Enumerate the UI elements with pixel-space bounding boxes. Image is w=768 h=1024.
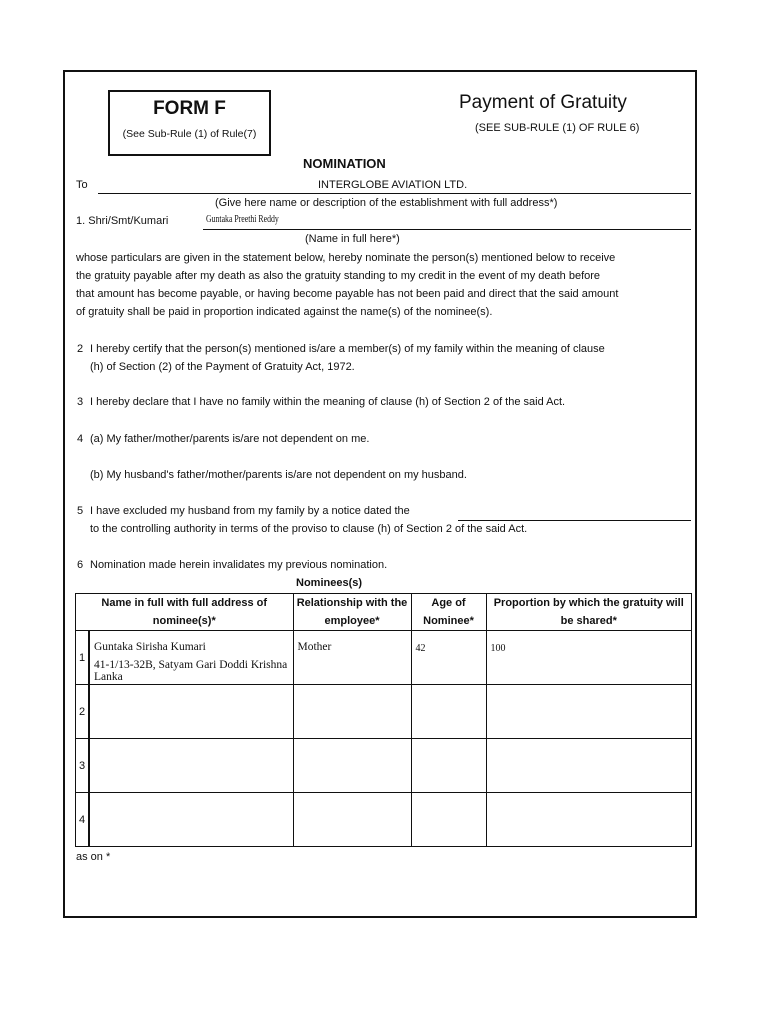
age-cell bbox=[411, 739, 486, 793]
relationship-cell bbox=[293, 685, 411, 739]
clause-3-number: 3 bbox=[77, 396, 84, 408]
nominees-title: Nominees(s) bbox=[296, 577, 363, 589]
row-number: 1 bbox=[76, 631, 90, 685]
clause-2 bbox=[90, 340, 605, 376]
name-label: 1. Shri/Smt/Kumari bbox=[76, 215, 169, 227]
notice-date-line bbox=[458, 520, 691, 521]
age-cell bbox=[411, 685, 486, 739]
statement-line: whose particulars are given in the statement below, hereby nominate the person(s) mentioned below to receive bbox=[76, 252, 616, 264]
clause-4a: (a) My father/mother/parents is/are not dependent on me. bbox=[90, 433, 370, 445]
header-name-address: Name in full with full address of nominee(s)* bbox=[76, 594, 294, 631]
clause-6-number: 6 bbox=[77, 559, 84, 571]
row-number: 4 bbox=[76, 793, 90, 847]
table-row bbox=[76, 793, 692, 847]
clause-3: I hereby declare that I have no family within the meaning of clause (h) of Section 2 of the said Act. bbox=[90, 396, 566, 408]
nominee-age: 42 bbox=[415, 643, 426, 654]
nominee-name-cell bbox=[89, 631, 293, 685]
form-sub-rule: (See Sub-Rule (1) of Rule(7) bbox=[122, 128, 257, 140]
establishment-name: INTERGLOBE AVIATION LTD. bbox=[318, 179, 468, 191]
as-on-label: as on * bbox=[76, 851, 111, 863]
statement-line: of gratuity shall be paid in proportion indicated against the name(s) of the nominee(s). bbox=[76, 306, 493, 318]
clause-4b: (b) My husband's father/mother/parents is/are not dependent on my husband. bbox=[90, 469, 467, 481]
establishment-line bbox=[98, 193, 691, 194]
nominees-table bbox=[75, 593, 692, 847]
proportion-cell bbox=[486, 739, 692, 793]
name-hint: (Name in full here*) bbox=[305, 233, 400, 245]
header-proportion: Proportion by which the gratuity will be shared* bbox=[486, 594, 692, 631]
clause-6: Nomination made herein invalidates my previous nomination. bbox=[90, 559, 388, 571]
table-row bbox=[76, 685, 692, 739]
to-label: To bbox=[76, 179, 88, 191]
form-title: FORM F bbox=[153, 98, 226, 119]
table-header-row bbox=[76, 594, 692, 631]
form-title-box bbox=[108, 90, 271, 156]
nominee-address: 41-1/13-32B, Satyam Gari Doddi Krishna Lanka bbox=[94, 659, 288, 683]
proportion-cell bbox=[486, 631, 692, 685]
establishment-hint: (Give here name or description of the establishment with full address*) bbox=[215, 197, 558, 209]
statement-line: the gratuity payable after my death as also the gratuity standing to my credit in the event of my death before bbox=[76, 270, 601, 282]
header-age: Age of Nominee* bbox=[411, 594, 486, 631]
clause-5-line2: to the controlling authority in terms of the proviso to clause (h) of Section 2 of the said Act. bbox=[90, 523, 528, 535]
nominee-name: Guntaka Sirisha Kumari bbox=[94, 641, 206, 653]
nominee-name-cell bbox=[89, 739, 293, 793]
clause-4-number: 4 bbox=[77, 433, 84, 445]
statement-line: that amount has become payable, or having become payable has not been paid and direct that the said amount bbox=[76, 288, 619, 300]
relationship-cell bbox=[293, 739, 411, 793]
header-relationship: Relationship with the employee* bbox=[293, 594, 411, 631]
clause-5-line1: I have excluded my husband from my family by a notice dated the bbox=[90, 505, 410, 517]
form-page bbox=[63, 70, 697, 918]
clause-2-number: 2 bbox=[77, 343, 84, 355]
nominee-relationship: Mother bbox=[297, 641, 332, 653]
gratuity-sub-rule: (SEE SUB-RULE (1) OF RULE 6) bbox=[475, 122, 640, 134]
table-row bbox=[76, 739, 692, 793]
age-cell bbox=[411, 793, 486, 847]
nominee-name-cell bbox=[89, 793, 293, 847]
nominee-name-cell bbox=[89, 685, 293, 739]
table-row bbox=[76, 631, 692, 685]
row-number: 3 bbox=[76, 739, 90, 793]
employee-name: Guntaka Preethi Reddy bbox=[206, 214, 279, 225]
proportion-cell bbox=[486, 685, 692, 739]
clause-5-number: 5 bbox=[77, 505, 84, 517]
clause-2-line: I hereby certify that the person(s) mentioned is/are a member(s) of my family within the meaning of clause bbox=[90, 343, 605, 355]
gratuity-heading: Payment of Gratuity bbox=[459, 92, 627, 113]
nomination-title: NOMINATION bbox=[303, 156, 386, 171]
proportion-cell bbox=[486, 793, 692, 847]
age-cell bbox=[411, 631, 486, 685]
clause-2-line: (h) of Section (2) of the Payment of Gratuity Act, 1972. bbox=[90, 361, 355, 373]
statement-paragraph bbox=[76, 249, 618, 321]
relationship-cell bbox=[293, 793, 411, 847]
nominee-proportion: 100 bbox=[490, 643, 506, 654]
relationship-cell bbox=[293, 631, 411, 685]
name-line bbox=[203, 229, 691, 230]
row-number: 2 bbox=[76, 685, 90, 739]
